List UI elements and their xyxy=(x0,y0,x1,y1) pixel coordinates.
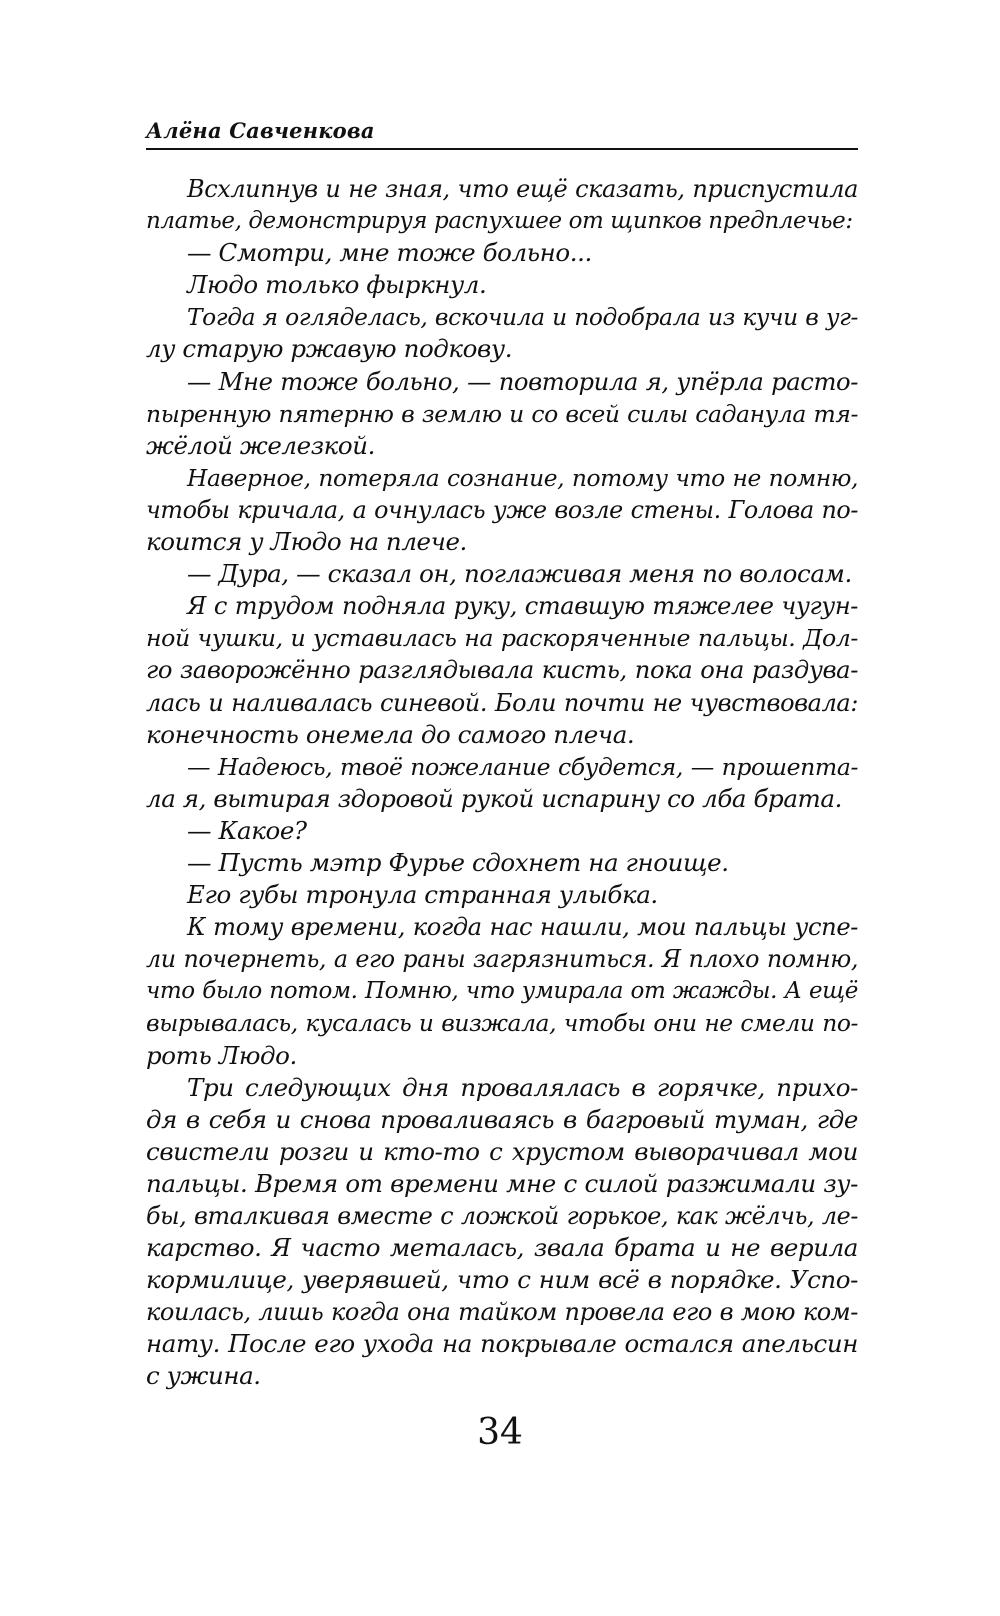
text-line: ла я, вытирая здоровой рукой испарину со лба брата. xyxy=(146,783,842,813)
text-line: нату. После его ухода на покрывале остался апельсин xyxy=(146,1329,858,1359)
text-line: ной чушки, и уставилась на раскоряченные пальцы. Дол- xyxy=(146,624,858,653)
text-line: коилась, лишь когда она тайком провела его в мою ком- xyxy=(146,1298,858,1327)
text-line: — Пусть мэтр Фурье сдохнет на гноище. xyxy=(187,847,729,877)
text-line: — Надеюсь, твоё пожелание сбудется, — прошепта- xyxy=(187,752,858,781)
text-line: коится у Людо на плече. xyxy=(146,527,467,557)
text-line: пыренную пятерню в землю и со всей силы саданула тя- xyxy=(146,399,858,428)
text-line: пальцы. Время от времени мне с силой разжимали зу- xyxy=(146,1168,858,1198)
text-line: Я с трудом подняла руку, ставшую тяжелее чугун- xyxy=(187,592,858,621)
text-line: бы, вталкивая вместе с ложкой горькое, как жёлчь, ле- xyxy=(146,1202,858,1230)
text-line: что было потом. Помню, что умирала от жажды. А ещё xyxy=(146,978,858,1005)
text-line: дя в себя и снова проваливаясь в багровый туман, где xyxy=(146,1104,858,1134)
text-line: Людо только фыркнул. xyxy=(187,270,487,300)
text-line: — Мне тоже больно, — повторила я, упёрла расто- xyxy=(187,367,858,396)
header-rule xyxy=(146,148,858,150)
text-line: Три следующих дня провалялась в горячке, прихо- xyxy=(187,1072,858,1102)
text-line: кормилице, уверявшей, что с ним всё в порядке. Успо- xyxy=(146,1265,858,1295)
text-line: Тогда я огляделась, вскочила и подобрала из кучи в уг- xyxy=(187,303,858,332)
running-head-author: Алёна Савченкова xyxy=(146,118,375,143)
text-line: лу старую ржавую подкову. xyxy=(146,334,513,364)
text-line: — Смотри, мне тоже больно... xyxy=(187,238,592,268)
text-line: Всхлипнув и не зная, что ещё сказать, приспустила xyxy=(187,175,858,203)
text-line: карство. Я часто металась, звала брата и не верила xyxy=(146,1233,858,1263)
text-line: свистели розги и кто-то с хрустом выворачивал мои xyxy=(146,1136,858,1166)
text-line: вырывалась, кусалась и визжала, чтобы они не смели по- xyxy=(146,1009,858,1038)
text-line: конечность онемела до самого плеча. xyxy=(146,719,635,749)
text-line: Его губы тронула странная улыбка. xyxy=(187,880,658,910)
text-line: лась и наливалась синевой. Боли почти не чувствовала: xyxy=(146,688,858,717)
text-line: го заворожённо разглядывала кисть, пока она раздува- xyxy=(146,656,858,685)
text-line: чтобы кричала, а очнулась уже возле стены. Голова по- xyxy=(146,495,858,524)
text-line: платье, демонстрируя распухшее от щипков предплечье: xyxy=(146,208,853,235)
text-line: с ужина. xyxy=(146,1361,261,1391)
text-line: жёлой железкой. xyxy=(146,430,376,460)
text-line: роть Людо. xyxy=(146,1040,297,1070)
text-line: — Дура, — сказал он, поглаживая меня по волосам. xyxy=(187,559,852,589)
text-line: ли почернеть, а его раны загрязниться. Я плохо помню, xyxy=(146,945,858,974)
page-number: 34 xyxy=(477,1412,523,1453)
body-text xyxy=(146,173,858,1393)
text-line: Наверное, потеряла сознание, потому что не помню, xyxy=(187,463,858,492)
text-line: — Какое? xyxy=(187,815,307,845)
text-line: К тому времени, когда нас нашли, мои пальцы успе- xyxy=(187,913,858,942)
